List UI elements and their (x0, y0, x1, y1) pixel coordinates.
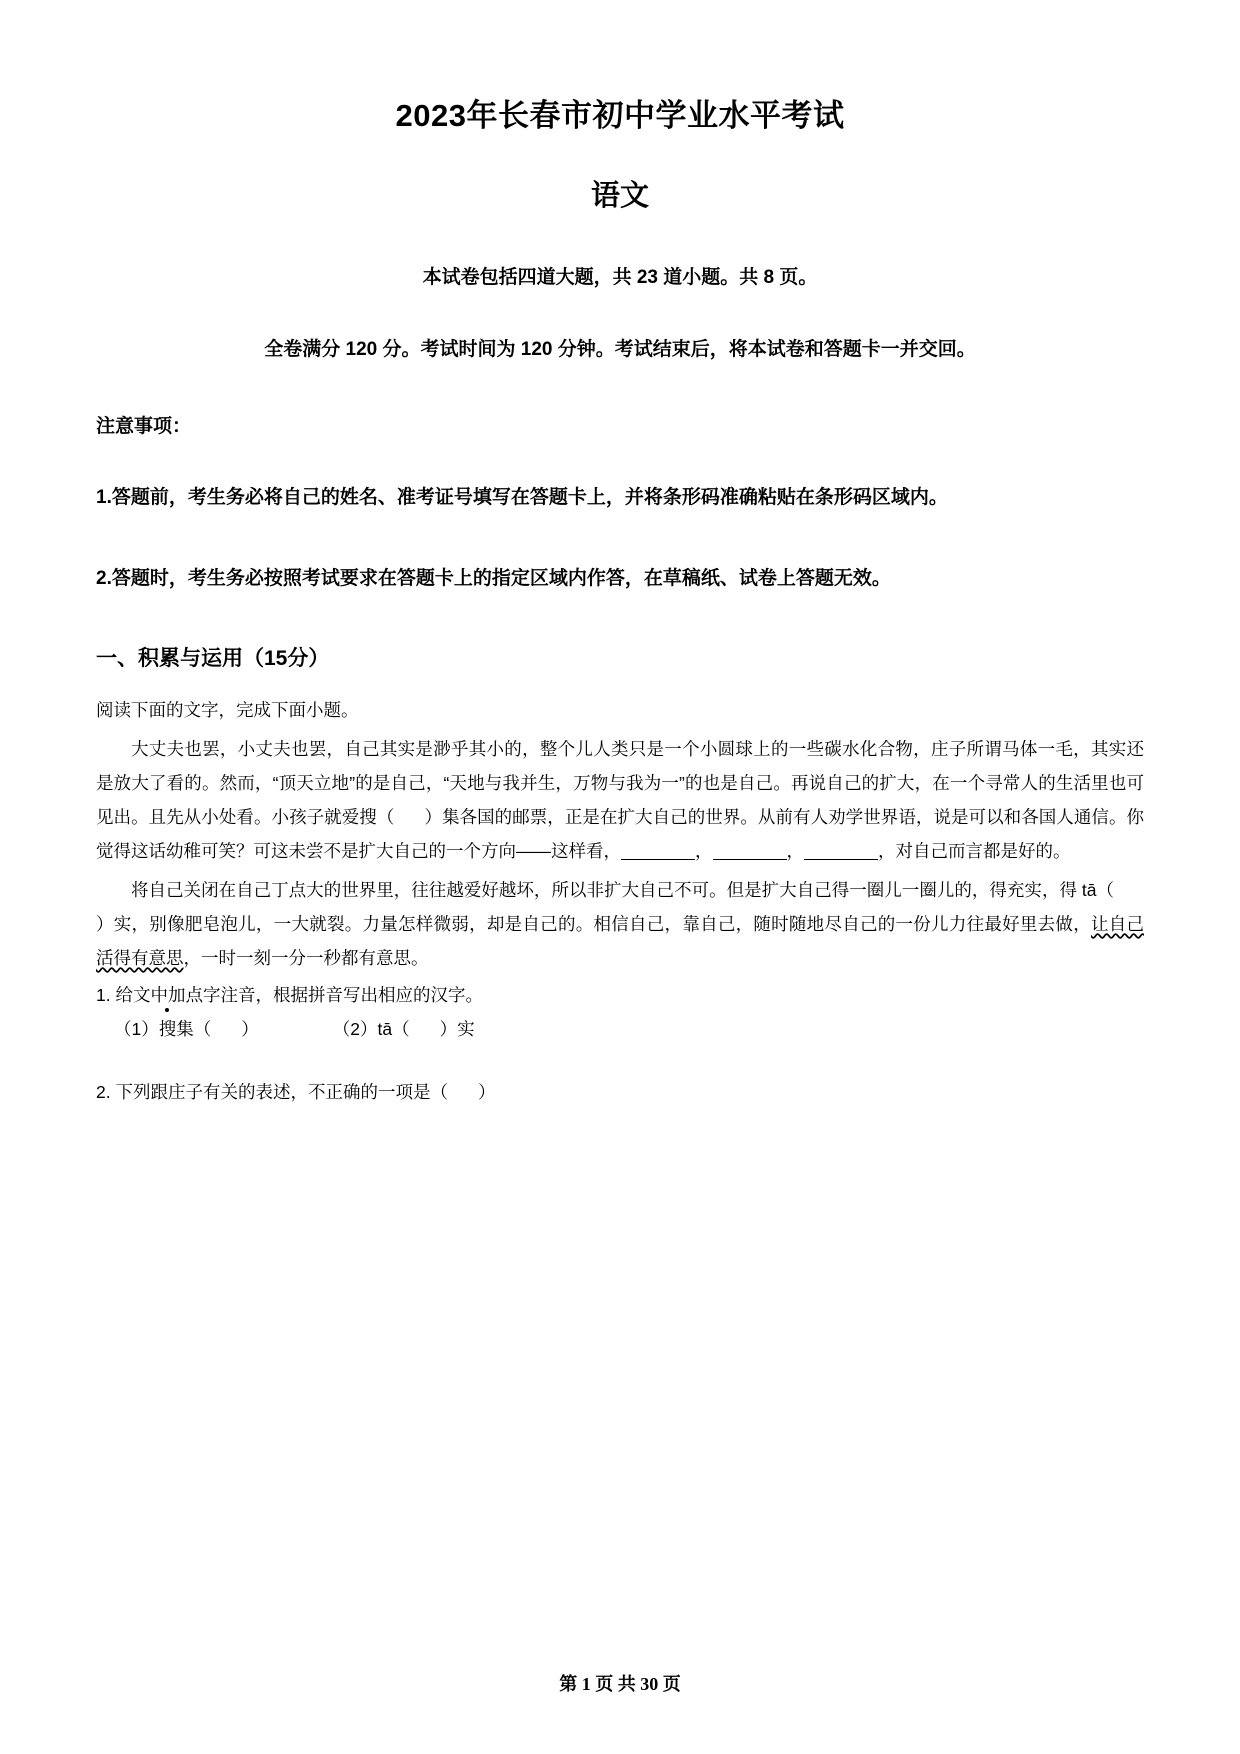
passage-p1-sep-2: ， (786, 841, 804, 862)
page-footer: 第 1 页 共 30 页 (559, 1674, 681, 1694)
passage-p1-part-a: 大丈夫也罢，小丈夫也罢，自己其实是渺乎其小的，整个儿人类只是一个小圆球上的一些碳水化合物，庄子所谓马体一毛，其实还是放大了看的。然而，“顶天立地”的是自己，“天地与我并生，万物与我为一”的也是自己。再说自己的扩大，在一个寻常人的生活里也可见出。且先从小处看。小孩子就爱搜（ (96, 739, 1144, 828)
passage-p2-part-a: 将自己关闭在自己丁点大的世界里，往往越爱好越坏，所以非扩大自己不可。但是扩大自己得一圈儿一圈儿的，得充实，得 tā（ (131, 879, 1114, 900)
exam-structure-note: 本试卷包括四道大题，共 23 道小题。共 8 页。 (422, 266, 818, 288)
emphasis-dot-char: 搜 (158, 1018, 177, 1039)
fill-blank-3[interactable] (804, 859, 878, 860)
notice-item-1: 1.答题前，考生务必将自己的姓名、准考证号填写在答题卡上，并将条形码准确粘贴在条形码区域内。 (96, 487, 948, 509)
q1-item1-prefix: （1） (114, 1018, 159, 1039)
q2-close: ） (477, 1082, 496, 1103)
passage-p1-part-b: ）集各国的邮票，正是在扩大自己的世界。从前有人劝学世界语，说是可以和各国人通信。你觉得这话幼稚可笑？可这未尝不是扩大自己的一个方向——这样看， (96, 807, 1145, 862)
section-heading-one: 一、积累与运用（15分） (96, 646, 330, 670)
q1-item1-rest: 集（ (176, 1018, 212, 1039)
q1-item1-close: ） (241, 1018, 259, 1039)
passage-p2-part-b: ）实，别像肥皂泡儿，一大就裂。力量怎样微弱，却是自己的。相信自己，靠自己，随时随地尽自己的一份儿力往最好里去做， (96, 913, 1091, 934)
notice-item-2: 2.答题时，考生务必按照考试要求在答题卡上的指定区域内作答，在草稿纸、试卷上答题无效。 (96, 568, 891, 590)
passage-p1-part-e: ，对自己而言都是好的。 (878, 841, 1071, 862)
exam-score-time-note: 全卷满分 120 分。考试时间为 120 分钟。考试结束后，将本试卷和答题卡一并交回。 (264, 339, 976, 361)
question-2 (96, 1044, 1144, 1108)
passage-p2-part-c: ，一时一刻一分一秒都有意思。 (183, 947, 429, 968)
passage-paragraph-1 (96, 724, 1144, 869)
subject-title: 语文 (590, 180, 649, 213)
question-1: 1. 给文中加点字注音，根据拼音写出相应的汉字。 (96, 984, 483, 1005)
passage-paragraph-2 (96, 869, 1144, 975)
fill-blank-2[interactable] (713, 859, 787, 860)
q1-item2-close: ）实 (439, 1018, 475, 1039)
q2-text: 2. 下列跟庄子有关的表述，不正确的一项是（ (96, 1082, 448, 1103)
q1-item2-text: tā（ (377, 1018, 410, 1039)
section-lead-instruction: 阅读下面的文字，完成下面小题。 (96, 700, 359, 721)
notice-heading: 注意事项： (96, 415, 192, 437)
page-title: 2023年长春市初中学业水平考试 (395, 98, 845, 133)
passage-p1-sep-1: ， (695, 841, 713, 862)
question-1-sub-items (96, 1011, 1144, 1045)
fill-blank-1[interactable] (621, 859, 695, 860)
q1-item2-prefix: （2） (332, 1018, 378, 1039)
wavy-underlined-phrase: 让自己活得有意思 (96, 913, 1145, 968)
